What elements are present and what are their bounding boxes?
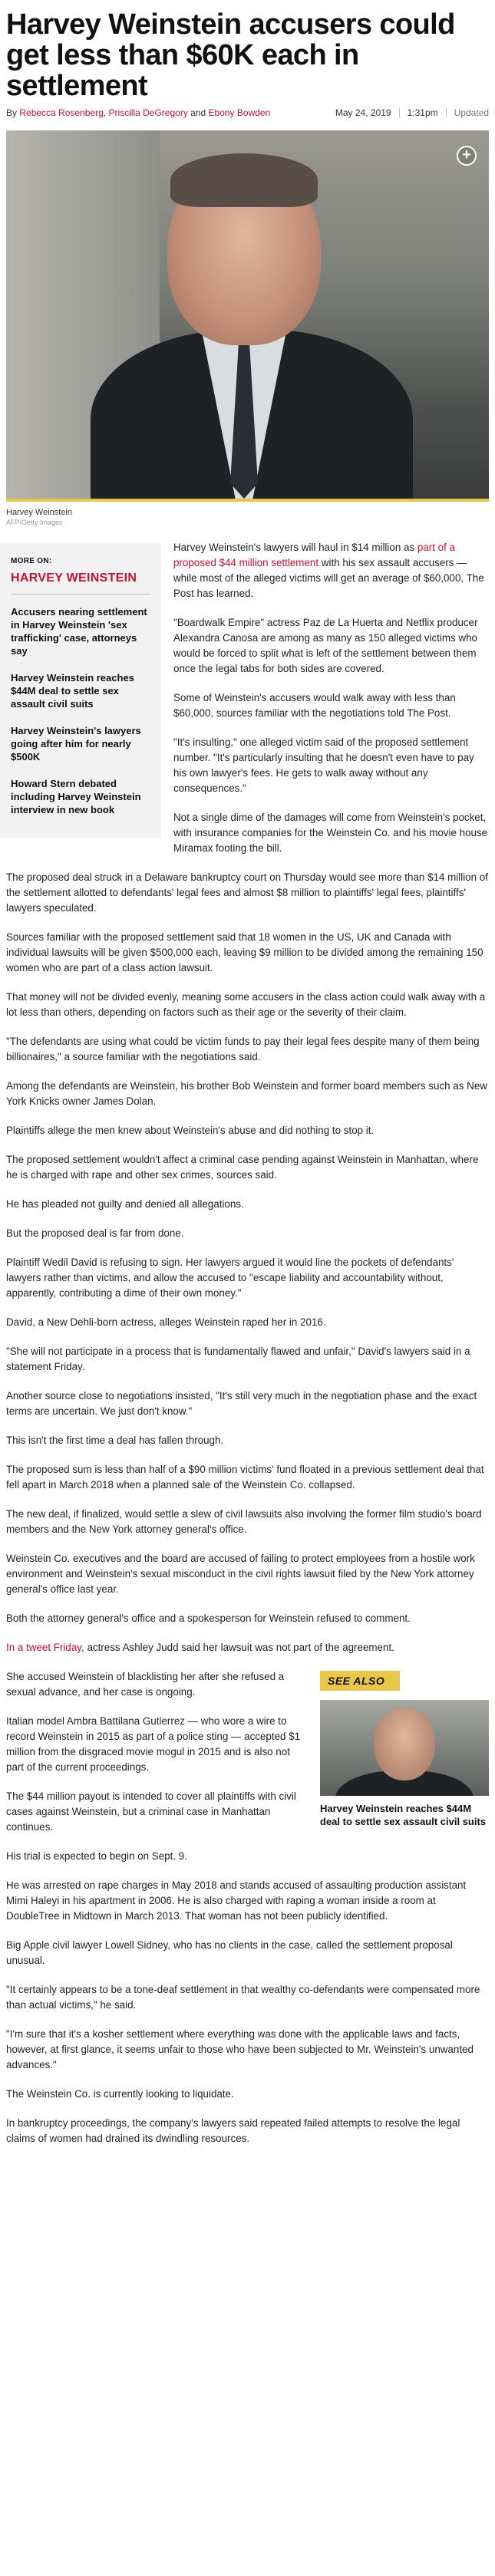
author-link-bowden[interactable]: Ebony Bowden — [208, 107, 271, 118]
headline: Harvey Weinstein accusers could get less than $60K each in settlement — [6, 8, 455, 102]
more-on-topic[interactable]: HARVEY WEINSTEIN — [11, 572, 137, 585]
byline-and: and — [190, 107, 206, 118]
byline-comma: , — [103, 107, 107, 118]
dateline — [335, 107, 489, 118]
settlement-link[interactable]: part of a proposed $44 million settlement — [173, 542, 455, 568]
hero-image — [6, 130, 489, 499]
author-link-degregory[interactable]: Priscilla DeGregory — [108, 107, 188, 118]
byline-prefix: By — [6, 107, 18, 118]
byline — [6, 107, 270, 118]
thumbnail-figure-head — [374, 1708, 435, 1780]
sidebar-link[interactable]: Harvey Weinstein reaches $44M deal to settle sex assault civil suits — [11, 672, 134, 710]
plus-icon[interactable]: + — [457, 146, 477, 166]
paragraph: David, a New Dehli-born actress, alleges Weinstein raped her in 2016. — [6, 1316, 326, 1328]
paragraph: The Weinstein Co. is currently looking to liquidate. — [6, 2088, 234, 2100]
publish-time: 1:31pm — [407, 107, 438, 118]
paragraph: "It's insulting," one alleged victim said of the proposed settlement number. "It's particularly insulting that he doesn't even have to pay his own lawyer's fees. He gets to walk away without any consequences." — [173, 736, 474, 794]
paragraph: Big Apple civil lawyer Lowell Sidney, who has no clients in the case, called the settlement proposal unusual. — [6, 1939, 453, 1966]
paragraph: Not a single dime of the damages will come from Weinstein's pocket, with insurance companies for the Weinstein Co. and his movie house Miramax footing the bill. — [173, 812, 488, 854]
paragraph — [6, 1640, 489, 1655]
paragraph: He has pleaded not guilty and denied all allegations. — [6, 1198, 244, 1210]
paragraph: The proposed settlement wouldn't affect a criminal case pending against Weinstein in Manhattan, where he is charged with rape and other sex crimes, sources said. — [6, 1154, 479, 1181]
see-also-link[interactable]: Harvey Weinstein reaches $44M deal to settle sex assault civil suits — [320, 1803, 487, 1827]
paragraph: "The defendants are using what could be victim funds to pay their legal fees despite many of them being billionaires," a source familiar with the negotiations said. — [6, 1036, 480, 1062]
see-also-box — [320, 1669, 489, 1828]
hero-figure-hair — [170, 153, 318, 207]
paragraph: "She will not participate in a process that is fundamentally flawed and unfair," David's lawyers said in a statement Friday. — [6, 1346, 470, 1372]
paragraph: Plaintiffs allege the men knew about Weinstein's abuse and did nothing to stop it. — [6, 1125, 375, 1136]
paragraph: The new deal, if finalized, would settle a slew of civil lawsuits also involving the former film studio's board members and the New York attorney general's office. — [6, 1508, 482, 1535]
paragraph: This isn't the first time a deal has fallen through. — [6, 1435, 224, 1446]
paragraph: In bankruptcy proceedings, the company's lawyers said repeated failed attempts to resolve the legal claims of women had drained its dwindling resources. — [6, 2117, 460, 2144]
dateline-divider — [446, 108, 447, 117]
paragraph: Some of Weinstein's accusers would walk away with less than $60,000, sources familiar with the negotiations told The Post. — [173, 692, 456, 719]
paragraph: But the proposed deal is far from done. — [6, 1227, 184, 1239]
paragraph-text: with his sex assault accusers — while most of the alleged victims will get an average of $60,000, The Post has learned. — [173, 557, 484, 599]
paragraph: Weinstein Co. executives and the board are accused of failing to protect employees from a hostile work environment and Weinstein's sexual misconduct in the civil rights lawsuit filed by the New York attorney general's office last year. — [6, 1553, 475, 1595]
paragraph: His trial is expected to begin on Sept. 9. — [6, 1850, 187, 1862]
paragraph-text: Harvey Weinstein's lawyers will haul in $14 million as — [173, 542, 417, 553]
more-on-sidebar — [0, 543, 161, 838]
paragraph: Italian model Ambra Battilana Gutierrez — who wore a wire to record Weinstein in 2015 as part of a police sting — accepted $1 million from the disgraced movie mogul in 2015 and is also not part of the current proceedings. — [6, 1715, 301, 1773]
paragraph: The $44 million payout is intended to cover all plaintiffs with civil cases against Weinstein, but a criminal case in Manhattan continues. — [6, 1790, 296, 1833]
paragraph: Another source close to negotiations insisted, "It's still very much in the negotiation phase and the exact terms are uncertain. We just don't know." — [6, 1390, 477, 1417]
tweet-link[interactable]: In a tweet Friday — [6, 1642, 81, 1653]
paragraph: Both the attorney general's office and a spokesperson for Weinstein refused to comment. — [6, 1612, 411, 1624]
more-on-label: MORE ON: — [11, 557, 52, 565]
see-also-thumbnail[interactable] — [320, 1700, 489, 1796]
dateline-divider — [399, 108, 400, 117]
sidebar-link[interactable]: Howard Stern debated including Harvey Weinstein interview in new book — [11, 778, 141, 815]
paragraph: "I'm sure that it's a kosher settlement where everything was done with the applicable laws and facts, however, at first glance, it seems unfair to those who have been subjected to Mr. Weinstein's unwanted advances." — [6, 2028, 474, 2070]
author-link-rosenberg[interactable]: Rebecca Rosenberg — [19, 107, 104, 118]
paragraph: That money will not be divided evenly, meaning some accusers in the class action could walk away with a lot less than others, depending on factors such as their age or the severity of their claim. — [6, 991, 486, 1018]
article-body — [0, 526, 495, 2160]
sidebar-link[interactable]: Harvey Weinstein's lawyers going after him for nearly $500K — [11, 725, 141, 763]
sidebar-link[interactable]: Accusers nearing settlement in Harvey Weinstein 'sex trafficking' case, attorneys say — [11, 606, 147, 657]
paragraph: Among the defendants are Weinstein, his brother Bob Weinstein and former board members such as New York Knicks owner James Dolan. — [6, 1080, 487, 1107]
paragraph: The proposed sum is less than half of a $90 million victims' fund floated in a previous settlement deal that fell apart in March 2018 when a planned sale of the Weinstein Co. collapsed. — [6, 1464, 484, 1491]
paragraph: "It certainly appears to be a tone-deaf settlement in that wealthy co-defendants were compensated more than actual victims," he said. — [6, 1984, 480, 2011]
hero-credit: AFP/Getty Images — [6, 519, 63, 526]
paragraph: Plaintiff Wedil David is refusing to sign. Her lawyers argued it would line the pockets of defendants' lawyers rather than victims, and allow the accused to "escape liability and accountability without, apparently, contributing a dime of their own money." — [6, 1257, 454, 1299]
byline-row — [0, 101, 495, 118]
paragraph: Sources familiar with the proposed settlement said that 18 women in the US, UK and Canada with individual lawsuits will be given $500,000 each, leaving $9 million to be divided among the remaining 150 women who are part of a class action lawsuit. — [6, 931, 483, 973]
see-also-label: SEE ALSO — [320, 1671, 400, 1691]
paragraph: He was arrested on rape charges in May 2018 and stands accused of assaulting production assistant Mimi Haleyi in his apartment in 2006. He is also charged with raping a woman inside a room at DoubleTree in Midtown in March 2013. That woman has not been publicly identified. — [6, 1879, 467, 1922]
updated-label: Updated — [454, 107, 489, 118]
paragraph: "Boardwalk Empire" actress Paz de La Huerta and Netflix producer Alexandra Canosa are among as many as 150 alleged victims who would be forced to split what is left of the settlement between them once the legal tabs for both sides are covered. — [173, 617, 478, 674]
publish-date: May 24, 2019 — [335, 107, 391, 118]
paragraph: The proposed deal struck in a Delaware bankruptcy court on Thursday would see more than $14 million of the settlement allotted to defendants' legal fees and almost $8 million to plaintiffs' legal fees, plaintiffs' lawyers speculated. — [6, 871, 488, 914]
hero-caption: Harvey Weinstein — [6, 508, 72, 517]
paragraph-text: , actress Ashley Judd said her lawsuit was not part of the agreement. — [81, 1642, 394, 1653]
sidebar-divider — [11, 594, 150, 595]
paragraph: She accused Weinstein of blacklisting her after she refused a sexual advance, and her case is ongoing. — [6, 1671, 285, 1698]
